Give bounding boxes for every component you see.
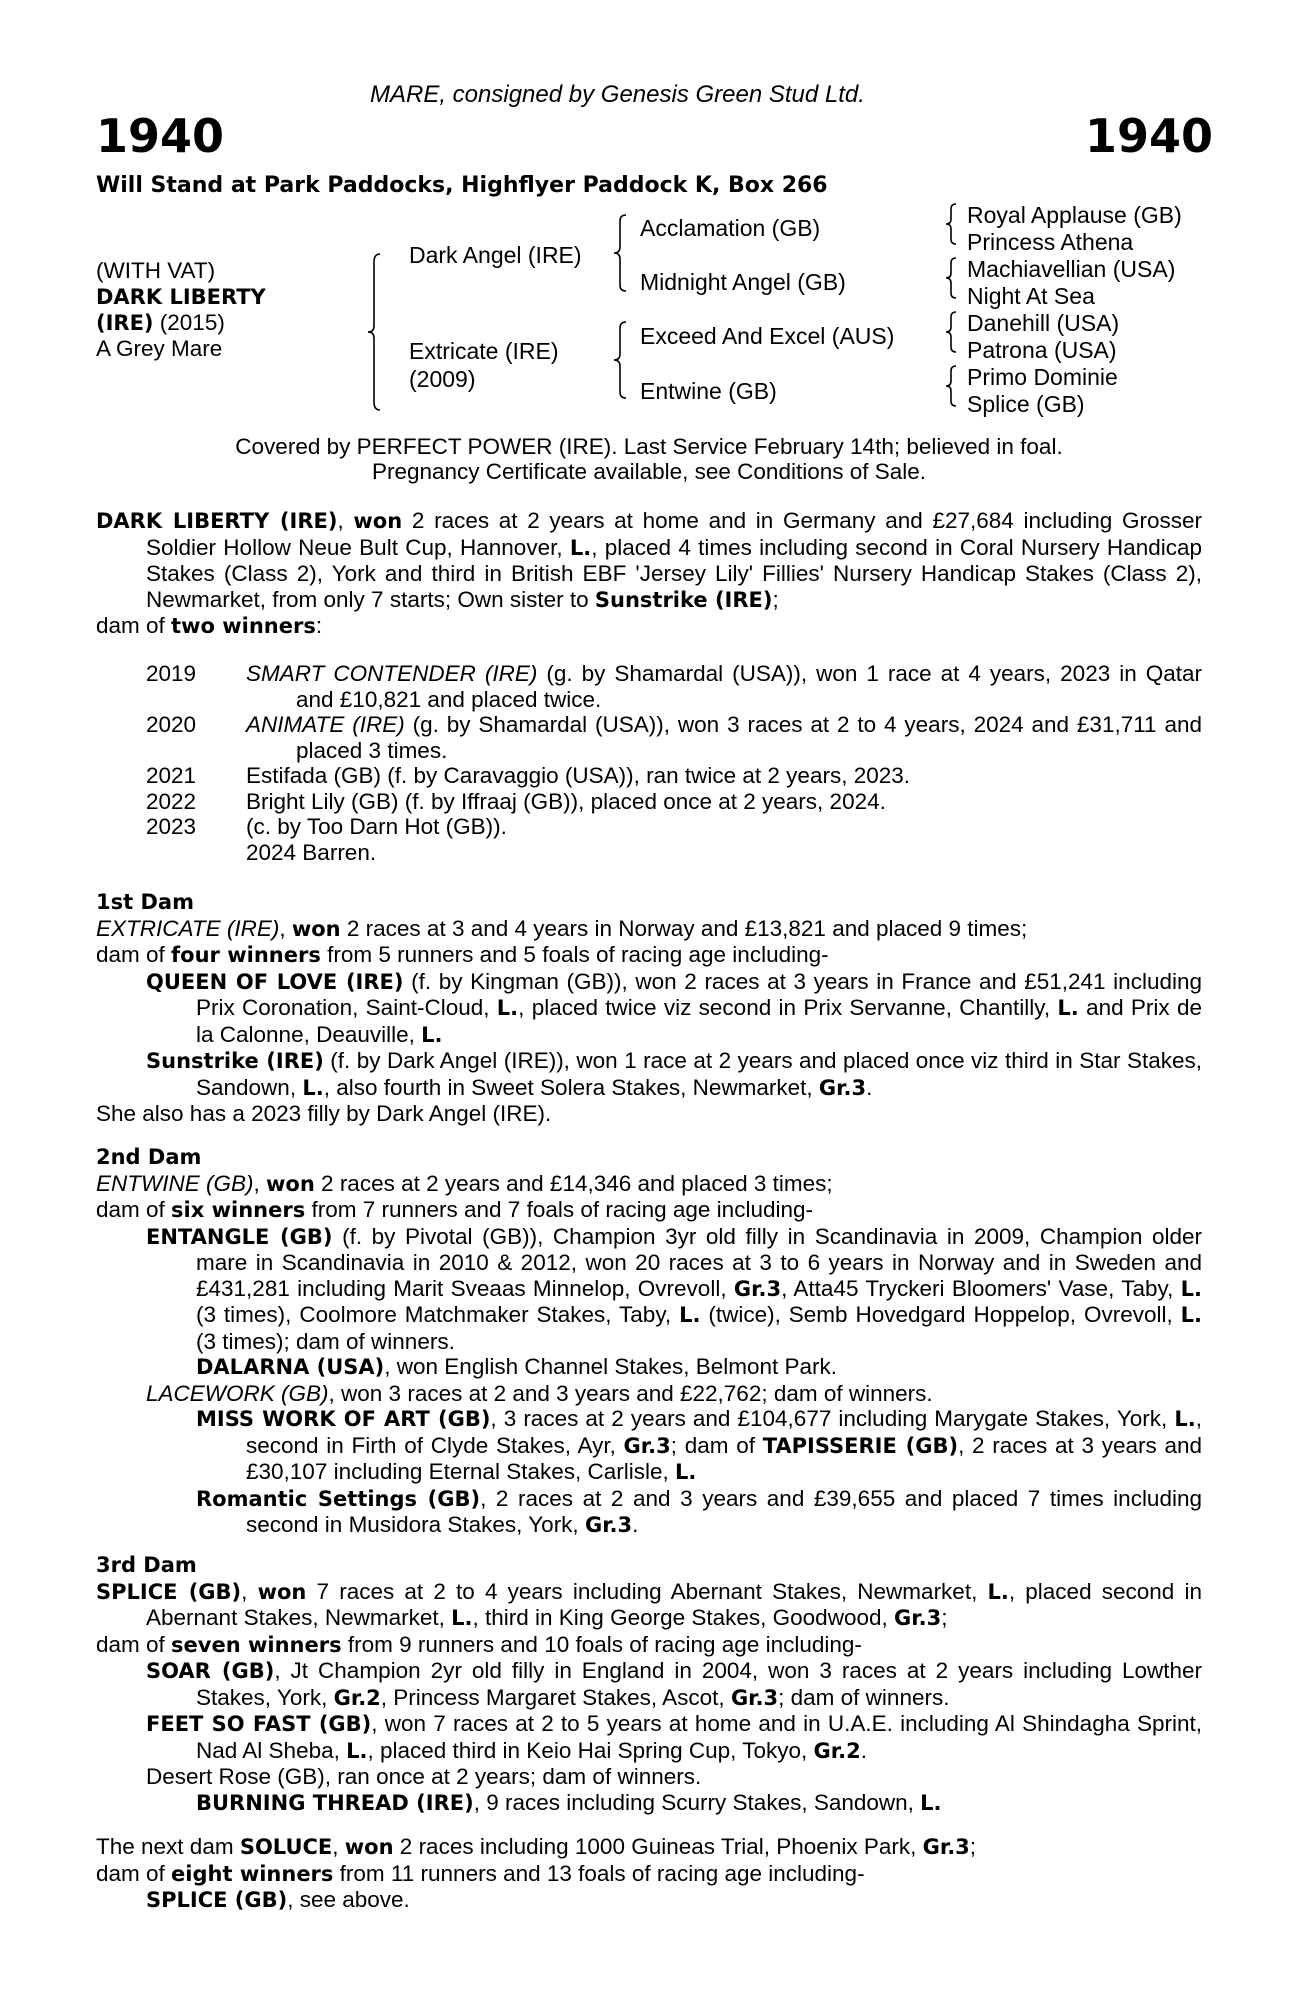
dam-of-line	[96, 1861, 1202, 1888]
group-mark: Gr.3	[922, 1835, 970, 1859]
record-text: , 9 races including Scurry Stakes, Sandown,	[473, 1789, 921, 1815]
horse-record-name: DARK LIBERTY (IRE)	[96, 509, 338, 533]
vat-note: (WITH VAT)	[96, 258, 216, 283]
horse-name: DARK LIBERTY	[96, 285, 266, 309]
record-text: and Prix de la Calonne, Deauville,	[196, 995, 1202, 1047]
record-text: , placed third in Keio Hai Spring Cup, Tokyo,	[367, 1737, 814, 1763]
dam-name: SOLUCE	[239, 1835, 333, 1859]
pregnancy-line: Pregnancy Certificate available, see Conditions of Sale.	[371, 459, 927, 484]
record-text: from 5 runners and 5 foals of racing age including-	[320, 942, 829, 967]
won-label: won	[257, 1579, 307, 1604]
produce-entry	[246, 840, 1202, 866]
record-text: (3 times), Coolmore Matchmaker Stakes, Taby,	[196, 1302, 680, 1327]
won-label: won	[353, 509, 403, 533]
record-text: from 11 runners and 13 foals of racing age including-	[333, 1860, 865, 1886]
produce-row	[146, 763, 1202, 789]
pedigree-dsd: Patrona (USA)	[967, 337, 1117, 363]
pedigree-sire: Dark Angel (IRE)	[409, 242, 582, 268]
offspring-name: ENTANGLE (GB)	[146, 1224, 333, 1249]
record-text: , third in King George Stakes, Goodwood,	[472, 1605, 894, 1630]
offspring-entry	[96, 1658, 1202, 1711]
produce-year: 2022	[146, 788, 197, 814]
pedigree-ddd: Splice (GB)	[967, 391, 1085, 417]
winners-count: four winners	[171, 943, 321, 967]
record-text: from 9 runners and 10 foals of racing age including-	[341, 1631, 862, 1657]
sister-name: Sunstrike (IRE)	[594, 587, 773, 612]
lot-number-left: 1940	[96, 109, 225, 163]
listed-mark: L.	[1174, 1407, 1196, 1431]
offspring-entry	[96, 1048, 1202, 1101]
winners-count: seven winners	[171, 1632, 342, 1657]
winners-count: eight winners	[171, 1861, 334, 1886]
won-label: won	[266, 1171, 315, 1196]
offspring-name: BURNING THREAD (IRE)	[196, 1790, 474, 1815]
brace-sire	[612, 213, 632, 293]
pedigree-sire-sire: Acclamation (GB)	[640, 215, 821, 241]
offspring-entry	[96, 1406, 1202, 1486]
horse-id-block	[96, 258, 266, 362]
offspring-entry: Desert Rose (GB), ran once at 2 years; dam of winners.	[146, 1764, 702, 1789]
next-dam-section	[96, 1834, 1202, 1914]
pedigree-dam-dam: Entwine (GB)	[640, 378, 777, 404]
dam-record: SPLICE (GB), won 7 races at 2 to 4 years including Abernant Stakes, Newmarket, L., placed second in Abernant Stakes, Newmarket, L., third in King George Stakes, Goodwood, Gr.3;	[96, 1578, 1202, 1630]
record-text: (f. by Dark Angel (IRE)), won 1 race at 2 years and placed once viz third in Star Stakes, Sandown,	[196, 1048, 1202, 1100]
horse-record	[96, 508, 1202, 640]
offspring-name: Romantic Settings (GB)	[196, 1486, 481, 1511]
listed-mark: L.	[346, 1738, 368, 1763]
produce-row	[146, 661, 1202, 712]
listed-mark: L.	[920, 1790, 942, 1815]
brace-dam	[612, 320, 632, 400]
produce-entry	[246, 763, 1202, 789]
listed-mark: L.	[569, 535, 592, 560]
dam-of-line	[96, 1632, 1202, 1659]
produce-name: SMART CONTENDER (IRE)	[246, 661, 538, 686]
dam-of-line	[96, 1197, 1202, 1224]
produce-row	[146, 840, 1202, 866]
offspring-name: SPLICE (GB)	[146, 1888, 288, 1912]
offspring-entry	[96, 1711, 1202, 1764]
section-heading: 3rd Dam	[96, 1553, 197, 1577]
third-dam-section	[96, 1553, 1202, 1816]
record-text: (f. by Pivotal (GB)), Champion 3yr old filly in Scandinavia in 2009, Champion older mare in Scandinavia in 2010 & 2012, won 20 races at 3 to 6 years in Norway and in Sweden and £431,281 including Marit Sveaas Minnelop, Ovrevoll,	[196, 1223, 1203, 1301]
record-text: , placed second in Abernant Stakes, Newmarket,	[146, 1578, 1202, 1630]
group-mark: Gr.2	[333, 1685, 381, 1710]
pedigree-sss: Royal Applause (GB)	[967, 202, 1182, 228]
covering-note	[96, 434, 1202, 484]
listed-mark: L.	[675, 1460, 697, 1484]
dam-name: ENTWINE (GB)	[96, 1170, 254, 1196]
section-heading: 1st Dam	[96, 890, 194, 914]
pedigree-dam	[409, 337, 559, 393]
horse-race-record: DARK LIBERTY (IRE), won 2 races at 2 years at home and in Germany and £27,684 including Grosser Soldier Hollow Neue Bult Cup, Hannover, L., placed 4 times including second in Coral Nursery Handicap Stakes (Class 2), York and third in British EBF 'Jersey Lily' Fillies' Nursery Handicap Stakes (Class 2), Newmarket, from only 7 starts; Own sister to Sunstrike (IRE);	[96, 508, 1202, 612]
offspring-name: MISS WORK OF ART (GB)	[196, 1407, 491, 1431]
record-text: ;	[772, 586, 779, 612]
produce-row	[146, 814, 1202, 840]
brace-gen1	[366, 252, 386, 412]
produce-year: 2021	[146, 763, 197, 788]
record-text: 2 races at 3 and 4 years in Norway and £13,821 and placed 9 times;	[340, 915, 1028, 941]
offspring-name: Sunstrike (IRE)	[146, 1049, 324, 1073]
listed-mark: L.	[302, 1075, 324, 1100]
group-mark: Gr.3	[733, 1276, 782, 1301]
record-text: 2 races including 1000 Guineas Trial, Phoenix Park,	[393, 1834, 923, 1859]
colon: :	[315, 613, 323, 638]
produce-year: 2020	[146, 712, 197, 737]
section-heading: 2nd Dam	[96, 1145, 202, 1169]
dam-of-line	[96, 942, 1202, 969]
brace-sd	[944, 256, 960, 300]
record-text: , Princess Margaret Stakes, Ascot,	[380, 1684, 731, 1710]
offspring-entry	[96, 1224, 1202, 1355]
offspring-name: QUEEN OF LOVE (IRE)	[146, 969, 404, 994]
offspring-name: SOAR (GB)	[146, 1659, 275, 1683]
listed-mark: L.	[679, 1303, 701, 1327]
produce-year: 2019	[146, 661, 197, 686]
pedigree-dss: Danehill (USA)	[967, 310, 1120, 336]
pedigree-dam-name: Extricate (IRE)	[409, 338, 559, 364]
produce-year: 2023	[146, 814, 197, 839]
produce-entry	[246, 661, 1202, 712]
pedigree-ssd: Princess Athena	[967, 229, 1134, 255]
listed-mark: L.	[451, 1606, 473, 1630]
produce-text: (g. by Shamardal (USA)), won 3 races at 2 to 4 years, 2024 and £31,711 and placed 3 times.	[296, 712, 1202, 763]
record-text: , placed twice viz second in Prix Servanne, Chantilly,	[518, 995, 1058, 1020]
produce-text: Estifada (GB) (f. by Caravaggio (USA)), ran twice at 2 years, 2023.	[246, 763, 911, 788]
record-text: , second in Firth of Clyde Stakes, Ayr,	[246, 1406, 1202, 1458]
dam-record: EXTRICATE (IRE), won 2 races at 3 and 4 years in Norway and £13,821 and placed 9 times;	[96, 915, 1028, 941]
also-note: She also has a 2023 filly by Dark Angel (IRE).	[96, 1101, 552, 1126]
record-text: , see above.	[287, 1887, 410, 1912]
offspring-name: LACEWORK (GB)	[146, 1380, 329, 1406]
won-label: won	[291, 916, 341, 941]
record-text: (twice), Semb Hovedgard Hoppelop, Ovrevoll,	[700, 1302, 1181, 1327]
record-text: , 2 races at 2 and 3 years and £39,655 and placed 7 times including second in Musidora Stakes, York,	[246, 1485, 1202, 1537]
produce-text: Bright Lily (GB) (f. by Iffraaj (GB)), placed once at 2 years, 2024.	[246, 788, 886, 814]
brace-dd	[944, 364, 960, 408]
horse-country: (IRE)	[96, 311, 154, 335]
produce-text: (g. by Shamardal (USA)), won 1 race at 4 years, 2023 in Qatar and £10,821 and placed twice.	[296, 661, 1202, 712]
record-text: , placed 4 times including second in Coral Nursery Handicap Stakes (Class 2), York and third in British EBF 'Jersey Lily' Fillies' Nursery Handicap Stakes (Class 2), Newmarket, from only 7 starts; Own sister to	[146, 534, 1202, 612]
offspring-entry	[96, 1354, 1202, 1381]
dam-of-label: dam of	[96, 1860, 172, 1886]
lot-number-right: 1940	[1085, 109, 1214, 163]
group-mark: Gr.2	[813, 1738, 861, 1763]
consignor-line: MARE, consigned by Genesis Green Stud Ltd.	[370, 81, 865, 108]
offspring-entry	[96, 1790, 1202, 1817]
listed-mark: L.	[496, 996, 519, 1020]
listed-mark: L.	[1057, 996, 1079, 1020]
pedigree-sdd: Night At Sea	[967, 283, 1095, 309]
produce-entry	[246, 712, 1202, 763]
dam-name: EXTRICATE (IRE)	[96, 915, 280, 941]
listed-mark: L.	[421, 1022, 443, 1047]
record-text: (3 times); dam of winners.	[196, 1328, 455, 1354]
produce-list	[146, 661, 1202, 865]
produce-row	[146, 712, 1202, 763]
record-text: (f. by Kingman (GB)), won 2 races at 3 years in France and £51,241 including Prix Coronation, Saint-Cloud,	[196, 968, 1202, 1020]
offspring-entry	[96, 1887, 1202, 1914]
offspring-name: TAPISSERIE (GB)	[762, 1433, 959, 1458]
group-mark: Gr.3	[818, 1075, 867, 1100]
produce-row	[146, 789, 1202, 815]
produce-text: (c. by Too Darn Hot (GB)).	[246, 814, 507, 839]
pedigree-dam-sire: Exceed And Excel (AUS)	[640, 323, 895, 349]
brace-ds	[944, 310, 960, 354]
record-text: 2 races at 2 years and £14,346 and placed 3 times;	[314, 1170, 833, 1196]
won-label: won	[344, 1835, 394, 1859]
record-text: ; dam of	[670, 1432, 763, 1458]
dam-of-label: dam of	[96, 1197, 172, 1222]
produce-entry	[246, 789, 1202, 815]
dam-record: ENTWINE (GB), won 2 races at 2 years and £14,346 and placed 3 times;	[96, 1170, 833, 1196]
record-text: 2 races at 2 years at home and in Germany and £27,684 including Grosser Soldier Hollow Neue Bult Cup, Hannover,	[146, 508, 1202, 560]
record-text: .	[632, 1512, 639, 1537]
winners-count: six winners	[171, 1198, 306, 1222]
group-mark: Gr.3	[894, 1606, 942, 1630]
record-text: ;	[969, 1834, 977, 1859]
covering-line: Covered by PERFECT POWER (IRE). Last Service February 14th; believed in foal.	[235, 434, 1063, 459]
offspring-entry	[96, 969, 1202, 1049]
record-text: ;	[941, 1605, 948, 1630]
pedigree-dam-year: (2009)	[409, 366, 476, 392]
record-text: .	[866, 1074, 873, 1100]
dam-of-line	[96, 613, 1202, 640]
offspring-entry	[96, 1381, 1202, 1407]
listed-mark: L.	[1180, 1303, 1202, 1327]
produce-text: 2024 Barren.	[246, 839, 377, 865]
record-text: ; dam of winners.	[778, 1684, 950, 1710]
record-text: , won 7 races at 2 to 5 years at home and in U.A.E. including Al Shindagha Sprint, Nad Al Sheba,	[196, 1711, 1202, 1763]
record-text: , won English Channel Stakes, Belmont Park.	[384, 1354, 838, 1379]
offspring-name: DALARNA (USA)	[196, 1355, 385, 1379]
group-mark: Gr.3	[623, 1433, 671, 1458]
listed-mark: L.	[987, 1579, 1009, 1604]
record-text: , won 3 races at 2 and 3 years and £22,762; dam of winners.	[328, 1380, 933, 1406]
pedigree-sire-dam: Midnight Angel (GB)	[640, 269, 846, 295]
group-mark: Gr.3	[584, 1513, 633, 1537]
dam-name: SPLICE (GB)	[96, 1579, 242, 1604]
horse-year: (2015)	[153, 310, 225, 335]
dam-record: The next dam SOLUCE, won 2 races including 1000 Guineas Trial, Phoenix Park, Gr.3;	[96, 1834, 977, 1859]
offspring-entry	[96, 1486, 1202, 1539]
horse-description: A Grey Mare	[96, 336, 223, 361]
first-dam-section	[96, 890, 1202, 1127]
record-text: , Jt Champion 2yr old filly in England in 2004, won 3 races at 2 years including Lowther Stakes, York,	[196, 1658, 1202, 1710]
group-mark: Gr.3	[730, 1685, 779, 1710]
horse-name-line2	[96, 310, 266, 336]
listed-mark: L.	[1180, 1276, 1203, 1301]
dam-of-label: dam of	[96, 1631, 172, 1657]
record-text: .	[860, 1737, 868, 1763]
record-text: , 2 races at 3 years and £30,107 including Eternal Stakes, Carlisle,	[246, 1432, 1202, 1484]
winners-count: two winners	[171, 614, 316, 638]
second-dam-section	[96, 1145, 1202, 1539]
record-text: , also fourth in Sweet Solera Stakes, Newmarket,	[323, 1074, 819, 1100]
record-text: 7 races at 2 to 4 years including Abernant Stakes, Newmarket,	[306, 1578, 988, 1604]
pedigree-dds: Primo Dominie	[967, 364, 1118, 390]
produce-entry	[246, 814, 1202, 840]
record-text: The next dam	[96, 1834, 240, 1859]
produce-name: ANIMATE (IRE)	[246, 712, 405, 737]
dam-of-label: dam of	[96, 613, 172, 638]
produce-year	[146, 840, 246, 866]
record-text: , 3 races at 2 years and £104,677 including Marygate Stakes, York,	[490, 1406, 1175, 1431]
record-text: from 7 runners and 7 foals of racing age including-	[305, 1197, 813, 1222]
offspring-name: FEET SO FAST (GB)	[146, 1712, 372, 1736]
pedigree-sds: Machiavellian (USA)	[967, 256, 1176, 282]
record-text: , Atta45 Tryckeri Bloomers' Vase, Taby,	[781, 1275, 1181, 1301]
stand-location: Will Stand at Park Paddocks, Highflyer Paddock K, Box 266	[96, 173, 828, 198]
brace-ss	[944, 202, 960, 246]
dam-of-label: dam of	[96, 942, 172, 967]
